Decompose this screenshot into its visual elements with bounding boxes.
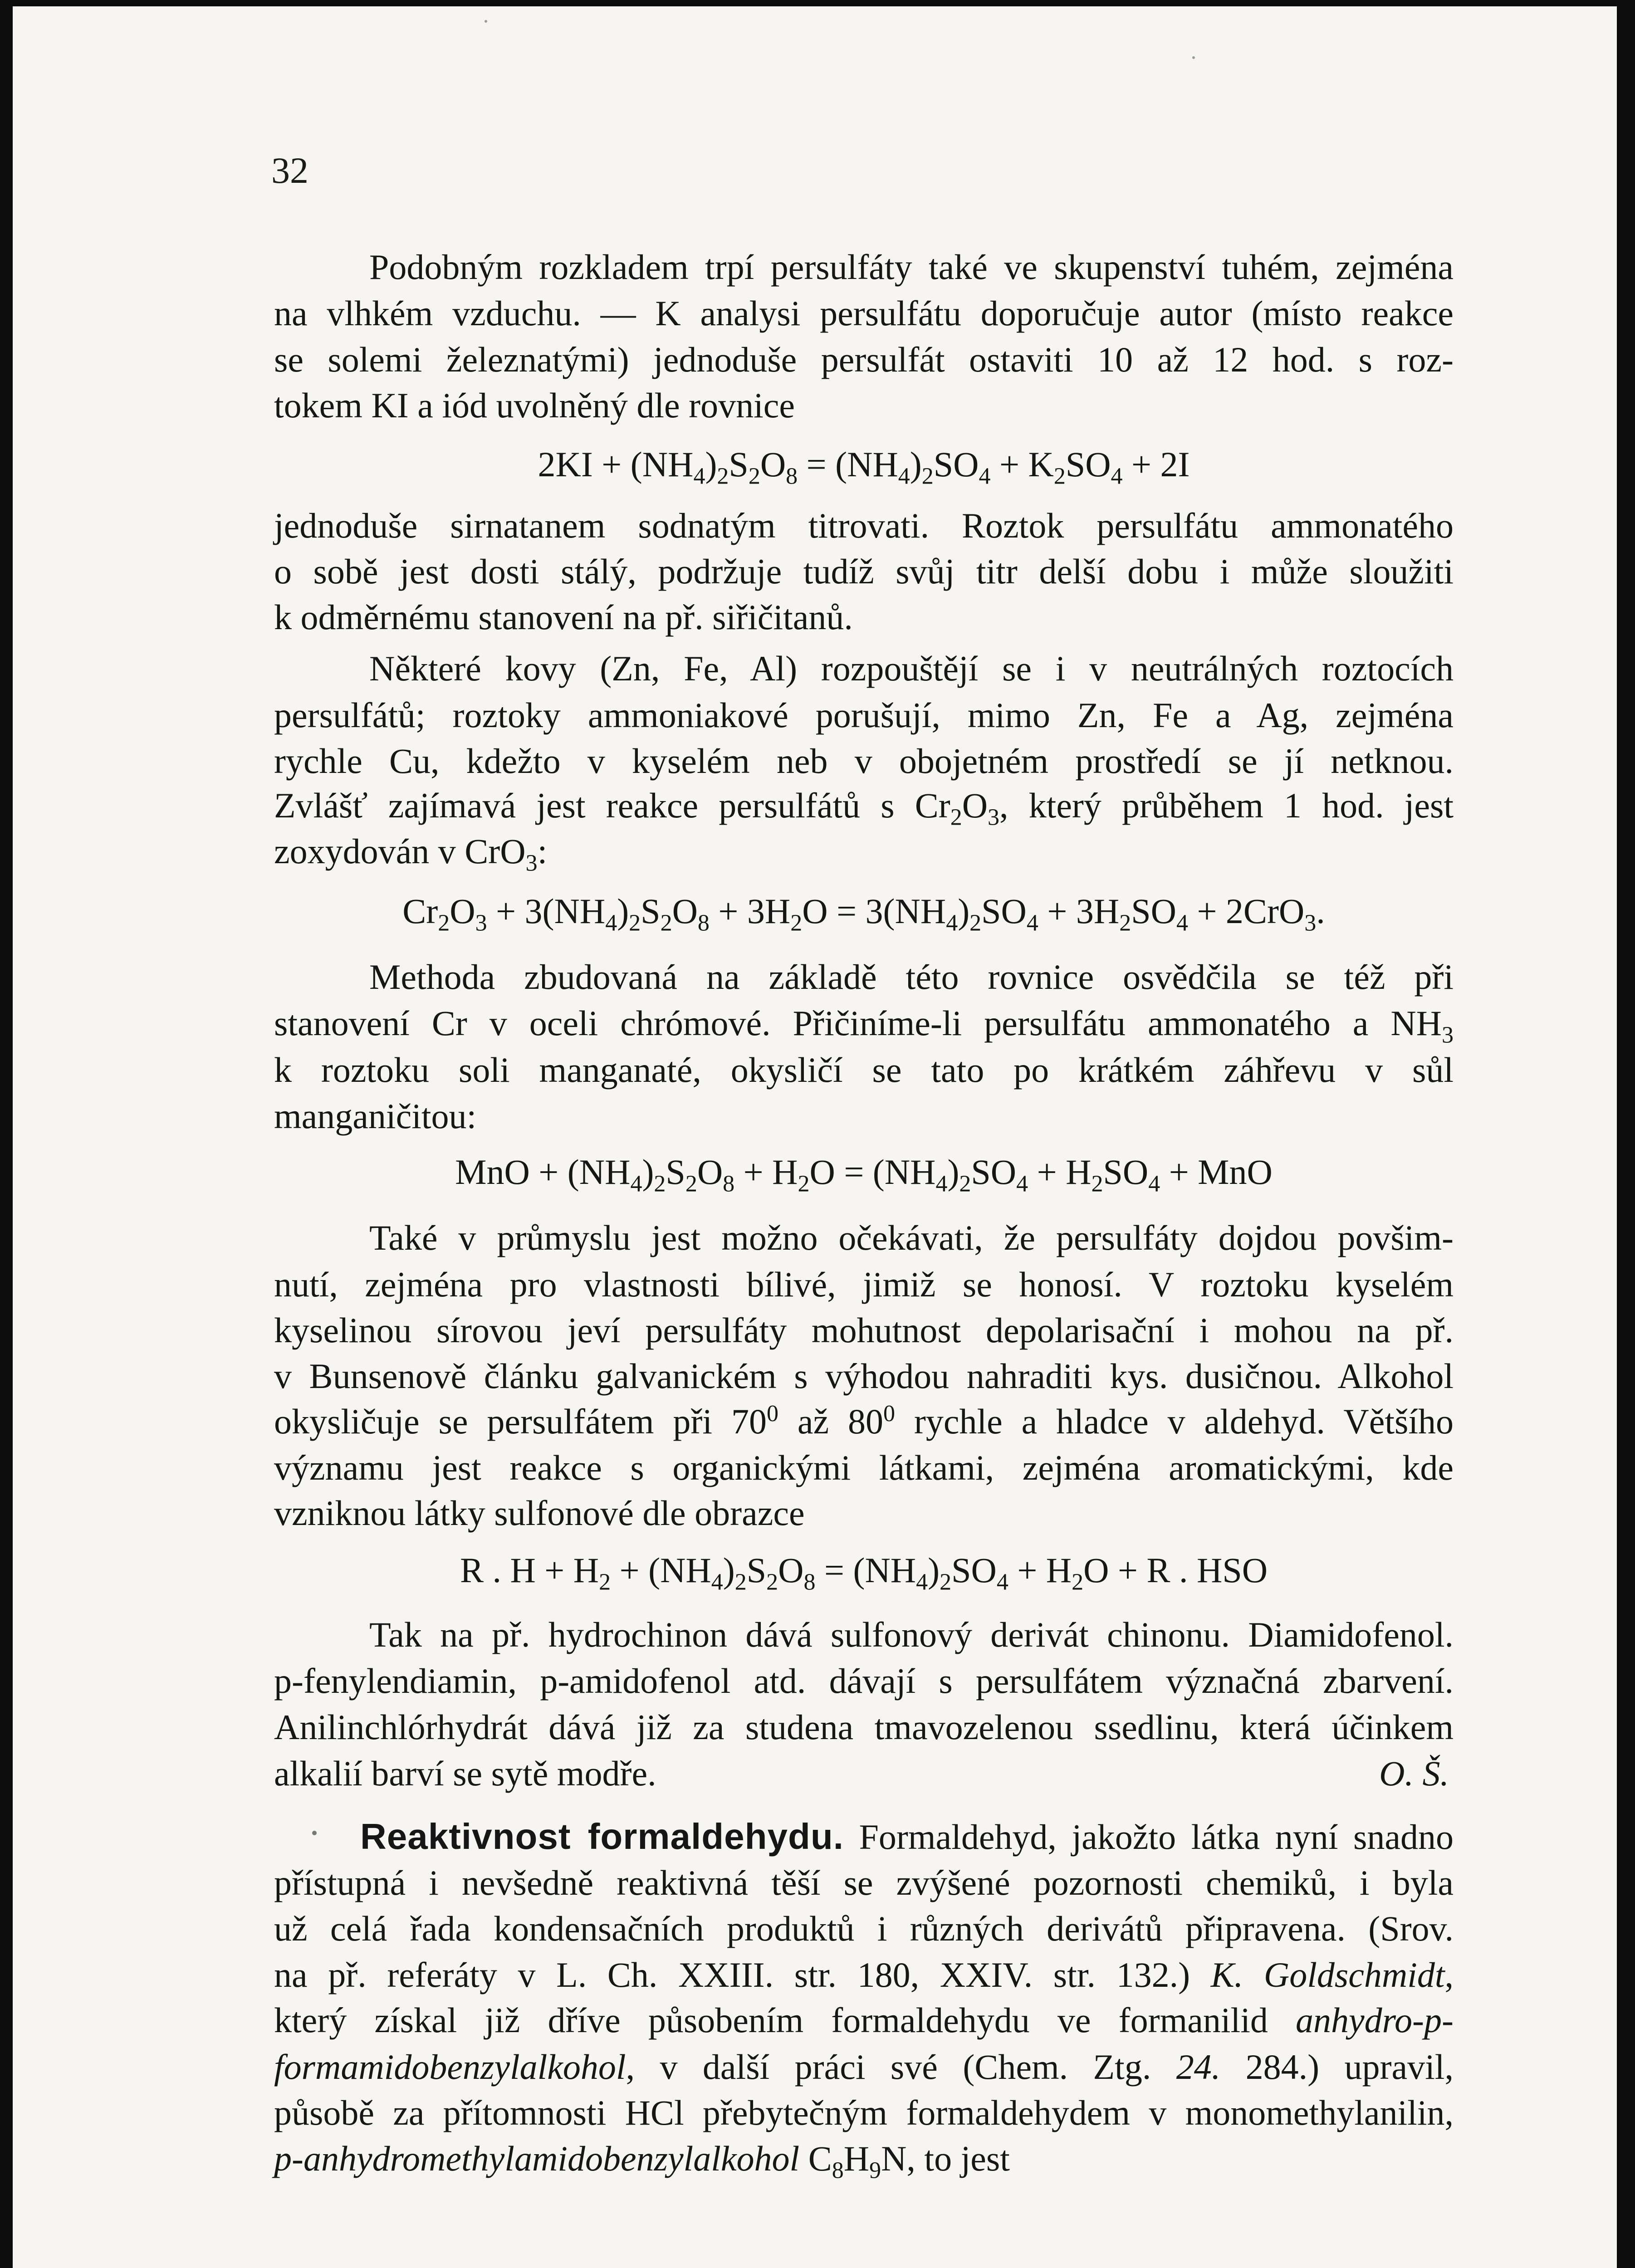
equation-chromium-oxidation: $Cr_2O_3 + 3(NH_4)_2S_2O_8 + 3H_2O = 3(NH_4)_2SO_4 + 3H_2SO_4 + 2CrO_3$. <box>402 891 1325 936</box>
text-line: o sobě jest dosti stálý, podržuje tudíž svůj titr delší dobu i může sloužiti <box>274 552 1454 591</box>
formula-cr2o3: $Cr_2O_3$ <box>915 786 1000 831</box>
text-line: působě za přítomnosti HCl přebytečným formaldehydem v monomethylanilin, <box>274 2093 1454 2132</box>
text-line: tokem KI a iód uvolněný dle rovnice <box>274 386 795 425</box>
scan-speck <box>1192 56 1195 59</box>
text-line: už celá řada kondensačních produktů i různých derivátů připravena. (Srov. <box>274 1909 1454 1948</box>
text-line: Tak na př. hydrochinon dává sulfonový derivát chinonu. Diamidofenol. <box>369 1615 1454 1654</box>
text-line: nutí, zejména pro vlastnosti bílivé, jimiž se honosí. V roztoku kyselém <box>274 1265 1454 1304</box>
text-line: Zvlášť zajímavá jest reakce persulfátů s $Cr_2O_3$, který průběhem 1 hod. jest <box>274 786 1454 831</box>
text-line: k odměrnému stanovení na př. siřičitanů. <box>274 597 853 637</box>
text-line: Reaktivnost formaldehydu. Formaldehyd, jakožto látka nyní snadno <box>360 1816 1454 1857</box>
equation-manganese-oxidation: MnO + $(NH_4)_2S_2O_8 + H_2O = (NH_4)_2SO_4 + H_2SO_4$ + MnO <box>455 1152 1273 1197</box>
text-line: významu jest reakce s organickými látkami, zejména aromatickými, kde <box>274 1448 1454 1487</box>
text-line: zoxydován v CrO$_3$: <box>274 831 548 876</box>
scan-speck <box>485 20 487 23</box>
text-line: na př. referáty v L. Ch. XXIII. str. 180, XXIV. str. 132.) K. Goldschmidt, <box>274 1955 1454 1994</box>
text-line: k roztoku soli manganaté, okysličí se tato po krátkém záhřevu v sůl <box>274 1050 1454 1090</box>
text-line: alkalií barví se sytě modře. O. Š. <box>274 1751 1454 1796</box>
text-line: okysličuje se persulfátem při $70^0$ až $80^0$ rychle a hladce v aldehyd. Většího <box>274 1401 1454 1441</box>
text-line: p-fenylendiamin, p-amidofenol atd. dávají s persulfátem význačná zbarvení. <box>274 1661 1454 1701</box>
text-line: Methoda zbudovaná na základě této rovnice osvědčila se též při <box>369 957 1454 997</box>
text-line: se solemi železnatými) jednoduše persulfát ostaviti 10 až 12 hod. s roz- <box>274 340 1454 379</box>
page-number: 32 <box>271 150 308 191</box>
scanned-page <box>13 6 1617 2268</box>
text-line: formamidobenzylalkohol, v další práci své (Chem. Ztg. 24. 284.) upravil, <box>274 2047 1454 2087</box>
text-line: který získal již dříve působením formaldehydu ve formanilid anhydro-p- <box>274 2000 1454 2040</box>
equation-sulfonation: R . $H + H_2 + (NH_4)_2S_2O_8 = (NH_4)_2SO_4 + H_2O + R$ . HSO <box>460 1550 1268 1595</box>
text-line: Některé kovy (Zn, Fe, Al) rozpouštějí se i v neutrálných roztocích <box>369 649 1454 688</box>
text-line: přístupná i nevšedně reaktivná těší se zvýšené pozornosti chemiků, i byla <box>274 1863 1454 1902</box>
author-name: K. Goldschmidt <box>1210 1955 1445 1994</box>
text-line: rychle Cu, kdežto v kyselém neb v obojetném prostředí se jí netknou. <box>274 741 1454 781</box>
formula-cro3: CrO$_3$: <box>465 831 548 876</box>
text-line: persulfátů; roztoky ammoniakové porušují, mimo Zn, Fe a Ag, zejména <box>274 695 1454 735</box>
text-line: manganičitou: <box>274 1096 477 1136</box>
text-line: jednoduše sirnatanem sodnatým titrovati. Roztok persulfátu ammonatého <box>274 506 1454 545</box>
text-line: p-anhydromethylamidobenzylalkohol $C_8H_9N$, to jest <box>274 2139 1010 2184</box>
author-signature: O. Š. <box>1379 1754 1449 1793</box>
bullet-dot <box>312 1831 317 1835</box>
formula-nh3: $NH_3$ <box>1390 1003 1454 1048</box>
text-line: vzniknou látky sulfonové dle obrazce <box>274 1493 805 1533</box>
temperature-70: $70^0$ <box>731 1401 778 1441</box>
text-line: Podobným rozkladem trpí persulfáty také ve skupenství tuhém, zejména <box>369 247 1454 287</box>
section-heading: Reaktivnost formaldehydu. <box>360 1816 844 1857</box>
text-line: stanovení Cr v oceli chrómové. Přičiníme-li persulfátu ammonatého a $NH_3$ <box>274 1003 1454 1048</box>
text-line: na vlhkém vzduchu. — K analysi persulfátu doporučuje autor (místo reakce <box>274 293 1454 333</box>
text-line: Také v průmyslu jest možno očekávati, že persulfáty dojdou povšim- <box>369 1218 1454 1257</box>
equation-persulfate-ki: $2KI + (NH_4)_2S_2O_8 = (NH_4)_2SO_4 + K_2SO_4 + 2I$ <box>538 445 1190 489</box>
text-line: kyselinou sírovou jeví persulfáty mohutnost depolarisační i mohou na př. <box>274 1310 1454 1350</box>
temperature-80: $80^0$ <box>848 1401 895 1441</box>
formula-c8h9n: $C_8H_9N$ <box>808 2139 907 2184</box>
text-line: Anilinchlórhydrát dává již za studena tmavozelenou ssedlinu, která účinkem <box>274 1707 1454 1747</box>
text-line: v Bunsenově článku galvanickém s výhodou nahraditi kys. dusičnou. Alkohol <box>274 1356 1454 1396</box>
